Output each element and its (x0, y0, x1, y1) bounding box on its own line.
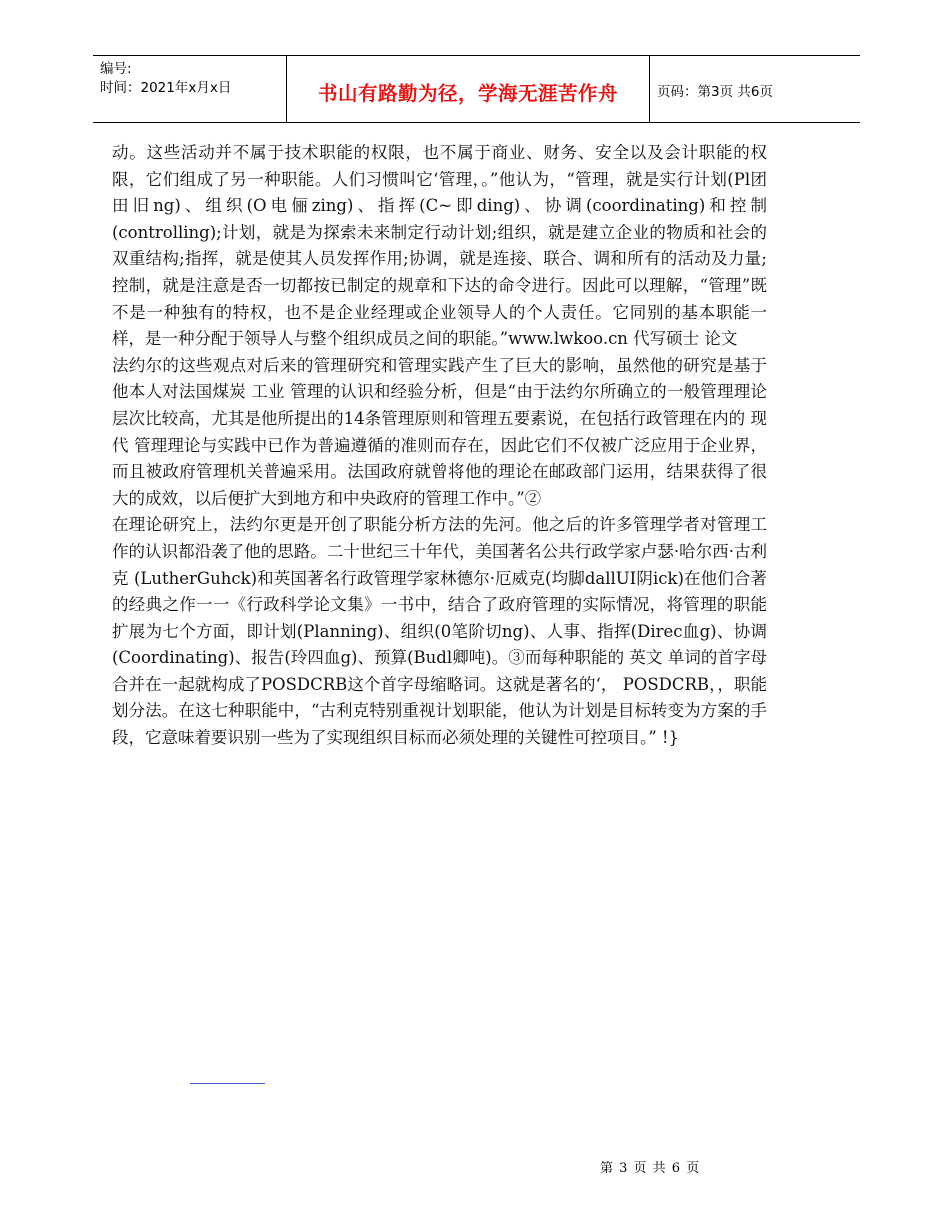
body-paragraph-1: 动。这些活动并不属于技术职能的权限，也不属于商业、财务、安全以及会计职能的权限，它们组成了另一种职能。人们习惯叫它‘管理，。”他认为，“管理，就是实行计划(Pl团田旧ng)、组织(O电俪zing)、指挥(C~即ding)、协调(coordinating)和控制(controlling);计划，就是为探索未来制定行动计划;组织，就是建立企业的物质和社会的双重结构;指挥，就是使其人员发挥作用;协调，就是连接、联合、调和所有的活动及力量;控制，就是注意是否一切都按已制定的规章和下达的命令进行。因此可以理解，“管理”既不是一种独有的特权，也不是企业经理或企业领导人的个人责任。它同别的基本职能一样，是一种分配于领导人与整个组织成员之间的职能。”www.lwkoo.cn 代写硕士 论文 (112, 143, 767, 349)
document-header (93, 55, 860, 123)
header-page-info: 页码：第3页 共6页 (657, 84, 773, 100)
header-motto-cell (286, 56, 650, 122)
body-paragraph-2: 法约尔的这些观点对后来的管理研究和管理实践产生了巨大的影响，虽然他的研究是基于他本人对法国煤炭 工业 管理的认识和经验分析，但是“由于法约尔所确立的一般管理理论层次比较高，尤其是他所提出的14条管理原则和管理五要素说，在包括行政管理在内的 现代 管理理论与实践中已作为普遍遵循的准则而存在，因此它们不仅被广泛应用于企业界，而且被政府管理机关普遍采用。法国政府就曾将他的理论在邮政部门运用，结果获得了很大的成效，以后便扩大到地方和中央政府的管理工作中。”② (112, 355, 767, 508)
header-meta-cell (93, 56, 286, 122)
page-footer: 第 3 页 共 6 页 (600, 1161, 701, 1176)
document-time-label: 时间：2021年x月x日 (100, 80, 232, 96)
document-number-label: 编号: (100, 61, 132, 77)
header-page-cell (649, 56, 860, 122)
document-body (112, 140, 767, 752)
body-paragraph-3: 在理论研究上，法约尔更是开创了职能分析方法的先河。他之后的许多管理学者对管理工作的认识都沿袭了他的思路。二十世纪三十年代，美国著名公共行政学家卢瑟·哈尔西·古利克 (LutherGuhck)和英国著名行政管理学家林德尔·厄威克(均脚dallUI阴ick)在他们合著的经典之作一一《行政科学论文集》一书中，结合了政府管理的实际情况，将管理的职能扩展为七个方面，即计划(Planning)、组织(0笔阶切ng)、人事、指挥(Direc血g)、协调(Coordinating)、报告(玲四血g)、预算(Budl卿吨)。③而每种职能的 英文 单词的首字母合并在一起就构成了POSDCRB这个首字母缩略词。这就是著名的‘， POSDCRB，，职能划分法。在这七种职能中，“古利克特别重视计划职能，他认为计划是目标转变为方案的手段，它意味着要识别一些为了实现组织目标而必须处理的关键性可控项目。” !} (112, 515, 767, 748)
footnote-separator (190, 1083, 265, 1084)
header-motto: 书山有路勤为径，学海无涯苦作舟 (317, 82, 618, 105)
